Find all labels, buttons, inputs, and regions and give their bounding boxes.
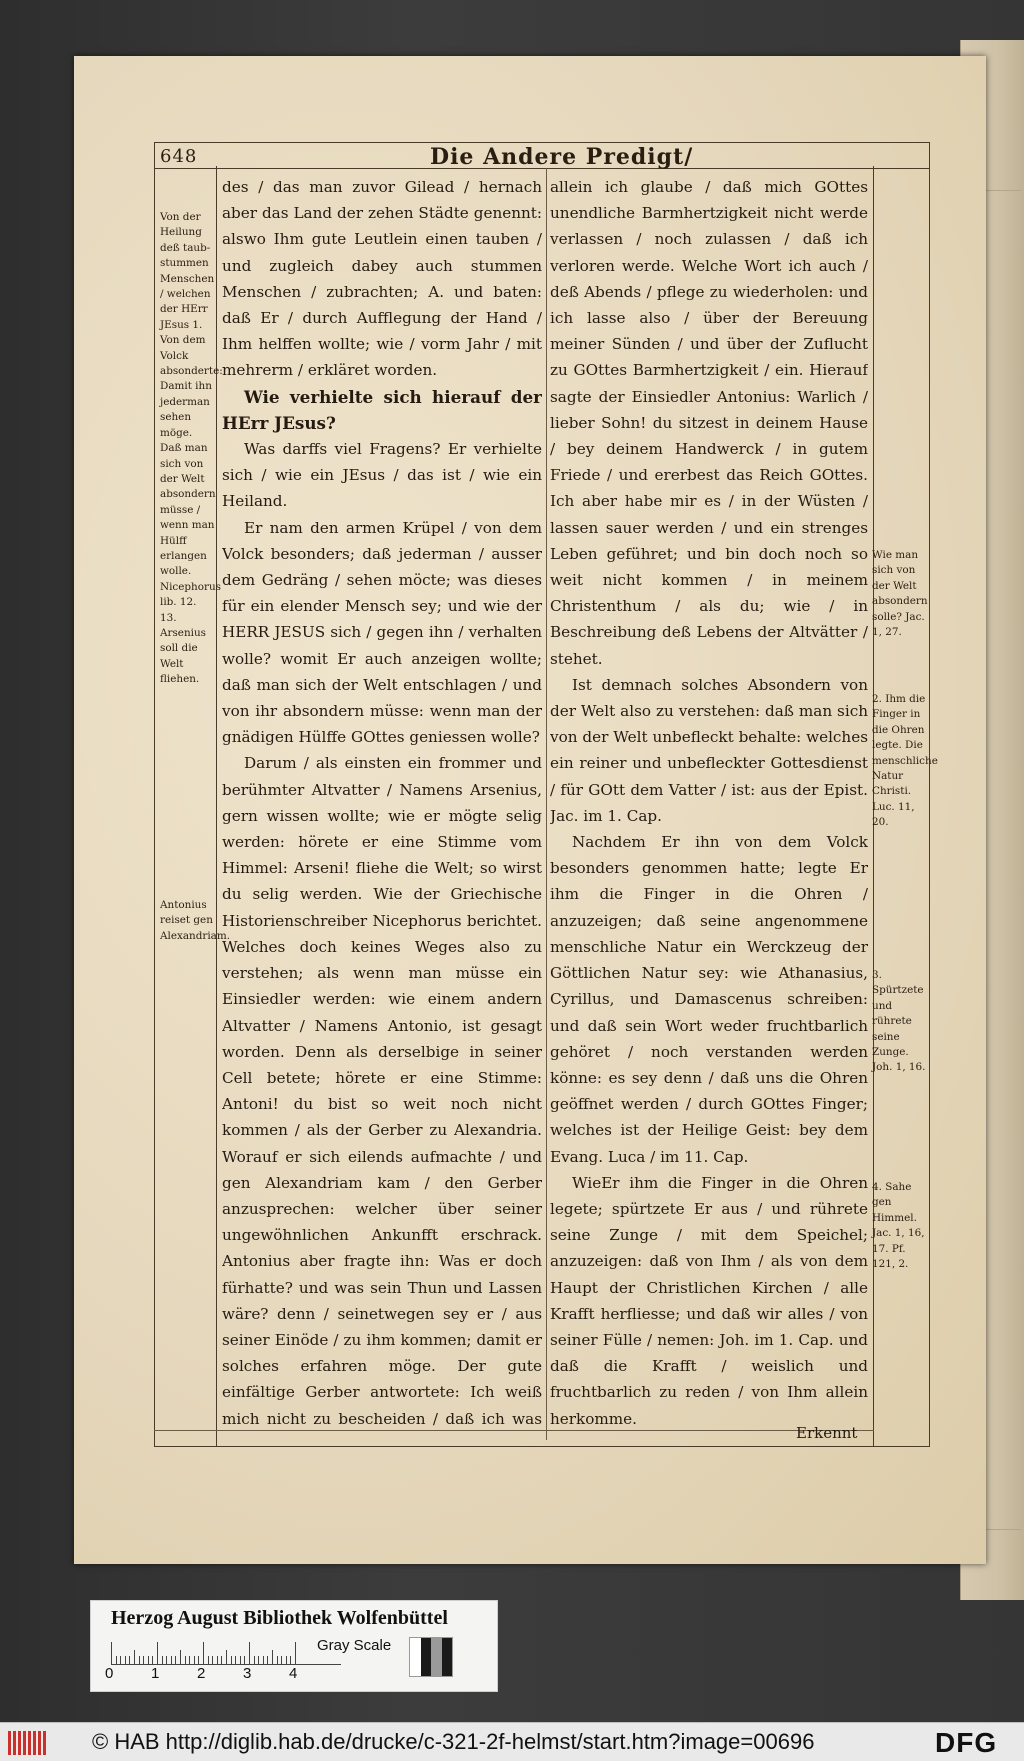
ruler-tick [290,1656,291,1664]
ruler-tick [185,1656,186,1664]
ruler-tick [111,1642,112,1664]
ruler-tick [263,1656,264,1664]
ruler-tick [166,1656,167,1664]
ruler-tick [157,1642,158,1664]
ruler-tick [226,1650,227,1664]
ruler-number: 2 [197,1665,206,1682]
source-link[interactable]: © HAB http://diglib.hab.de/drucke/c-321-2f-helmst/start.htm?image=00696 [92,1729,815,1754]
ruler-tick [281,1656,282,1664]
ruler-tick [258,1656,259,1664]
ruler-tick [148,1656,149,1664]
ruler-tick [249,1642,250,1664]
ruler-tick [120,1656,121,1664]
ruler-number: 4 [289,1665,298,1682]
paragraph: Nachdem Er ihn von dem Volck besonders genommen hatte; legte Er ihm die Finger in die Ohren / anzuzeigen; daß seine angenommene menschliche Natur ein Werckzeug der Göttlichen Natur sey: wie Athanasius, Cyrillus, und Damascenus schreiben: und daß sein Wort weder fruchtbarlich gehöret / noch verstanden werden könne: es sey denn / daß uns die Ohren geöffnet werden / durch GOttes Finger; welches ist der Heilige Geist: bey dem Evang. Luca / im 11. Cap. [550,833,868,1166]
paragraph: Was darffs viel Fragens? Er verhielte sich / wie ein JEsus / das ist / wie ein Heiland. [222,440,542,511]
library-name: Herzog August Bibliothek Wolfenbüttel [111,1607,448,1629]
ruler-tick [162,1656,163,1664]
margin-note-right: 4. Sahe gen Himmel. Jac. 1, 16, 17. Pf. 121, 2. [872,1181,925,1271]
running-title: Die Andere Predigt/ [430,144,694,170]
ruler-tick [189,1656,190,1664]
paragraph: Er nam den armen Krüpel / von dem Volck besonders; daß jederman / ausser dem Gedräng / sehen möcte; was dieses für ein elender Mensch sey; und wie der HERR JESUS sich / gegen ihn / verhalten wolle? womit Er auch anzeigen wollte; daß man sich der Welt entschlagen / und von ihr absondern müsse: wenn man der gnädigen Hülffe GOttes geniessen wolle? [222,518,542,747]
color-target-card [90,1600,498,1692]
paragraph: Wie verhielte sich hierauf der HErr JEsus? [222,386,542,433]
ruler-tick [171,1656,172,1664]
ruler-tick [203,1642,204,1664]
ruler-tick [116,1656,117,1664]
paragraph: des / das man zuvor Gilead / hernach aber das Land der zehen Städte genennt: alswo Ihm gute Leutlein einen tauben / und zugleich dabey auch stummen Menschen / zubrachten; A. und baten: daß Er / durch Aufflegung der Hand / Ihm helffen wollte; wie / vorm Jahr / mit mehrerm / erkläret worden. [222,178,542,380]
paragraph: Darum / als einsten ein frommer und berühmter Altvatter / Namens Arsenius, gern wissen wollte; wie er mögte selig werden: hörete er eine Stimme vom Himmel: Arseni! fliehe die Welt; so wirst du selig werden. Wie der Griechische Historienschreiber Nicephorus berichtet. Welches doch keines Weges also zu verstehen; als wenn man müsse ein Einsiedler werden: wie einem andern Altvatter / Namens Antonio, ist gesagt worden. Denn als derselbige in seiner Cell betete; hörete er eine Stimme: Antoni! du bist so weit noch nicht kommen / als der Gerber zu Alexandria. Worauf er sich eilends aufmachte / und gen Alexandriam kam / den Gerber anzusprechen: welcher über seiner ungewöhnlichen Ankunfft erschrack. Antonius aber fragte ihn: Was er doch fürhatte? und was sein Thun und Lassen wäre? denn / seinetwegen sey er / aus seiner Einöde / zu ihm kommen; damit er solches erfahren möge. Der gute einfältige Gerber antwortete: Ich weiß mich nicht zu bescheiden / daß ich was [222,754,542,1428]
grayscale-patch [409,1637,453,1677]
ruler-tick [208,1656,209,1664]
hab-logo-icon [8,1731,52,1755]
ruler-tick [143,1656,144,1664]
ruler-tick [217,1656,218,1664]
ruler-tick [212,1656,213,1664]
ruler-tick [175,1656,176,1664]
viewer-footer [0,1722,1024,1761]
ruler-tick [272,1650,273,1664]
ruler-tick [244,1656,245,1664]
ruler-tick [267,1656,268,1664]
ruler-tick [139,1656,140,1664]
ruler-tick [198,1656,199,1664]
paragraph: Ist demnach solches Absondern von der Welt also zu verstehen: daß man sich von der Welt unbefleckt behalte: welches ein reiner und unbefleckter Gottesdienst / für GOtt dem Vatter / ist: aus der Epist. Jac. im 1. Cap. [550,675,868,825]
ruler-tick [125,1656,126,1664]
margin-note-left: Antonius reiset gen Alexandriam. [160,899,231,942]
margin-note-right: 2. Ihm die Finger in die Ohren legte. Die menschliche Natur Christi. Luc. 11, 20. [872,693,938,829]
margin-note-left: Von der Heilung deß taub-stummen Menschen / welchen der HErr JEsus 1. Von dem Volck absonderte: Damit ihn jederman sehen möge. Daß man sich von der Welt absondern müsse / wenn man Hülff erlangen wolle. Nicephorus lib. 12. 13. Arsenius soll die Welt fliehen. [160,211,223,686]
ruler-tick [221,1656,222,1664]
ruler-tick [254,1656,255,1664]
ruler-tick [180,1650,181,1664]
ruler-tick [235,1656,236,1664]
ruler-numbers [105,1665,365,1685]
ruler-number: 3 [243,1665,252,1682]
ruler-tick [277,1656,278,1664]
catchword: Erkennt [796,1424,858,1442]
scale-ruler [111,1639,341,1665]
margin-note-right: 3. Spürtzete und rührete seine Zunge. Joh. 1, 16. [872,969,926,1074]
paragraph: allein ich glaube / daß mich GOttes unendliche Barmhertzigkeit nicht werde verlassen / noch zulassen / daß ich verloren werde. Welche Wort ich auch / deß Abends / pflege zu wiederholen: und ich lasse also / über der Bereuung meiner Sünden / und über der Zuflucht zu GOttes Barmhertzigkeit / ein. Hierauf sagte der Einsiedler Antonius: Warlich / lieber Sohn! du sitzest in deinem Hause / bey deinem Handwerck / in gutem Friede / und ererbest das Reich GOttes. Ich aber habe mir es / in der Wüsten / lassen sauer werden / und ein strenges Leben geführet; und bin doch noch so weit nicht kommen / in meinem Christenthum / als du; wie / in Beschreibung deß Lebens der Altvätter / stehet. [550,178,868,668]
ruler-tick [194,1656,195,1664]
ruler-tick [295,1642,296,1664]
right-text-column [550,174,868,1430]
dfg-logo: DFG [935,1727,998,1758]
page-number: 648 [160,146,198,167]
paragraph: WieEr ihm die Finger in die Ohren legete; spürtzete Er aus / und rührete seine Zunge / mit dem Speichel; anzuzeigen: daß von Ihm / als von dem Haupt der Christlichen Kirchen / alle Krafft herfliesse; und daß wir alles / von seiner Fülle / nemen: Joh. im 1. Cap. und daß die Krafft / weislich und fruchtbarlich zu reden / von Ihm allein herkomme. [550,1173,868,1428]
column-divider [546,168,547,1440]
ruler-tick [286,1656,287,1664]
ruler-tick [134,1650,135,1664]
footer-rule [154,1430,874,1431]
grayscale-label: Gray Scale [317,1637,392,1654]
ruler-number: 0 [105,1665,114,1682]
ruler-tick [152,1656,153,1664]
margin-note-right: Wie man sich von der Welt absondern solle? Jac. 1, 27. [872,549,928,639]
ruler-tick [240,1656,241,1664]
ruler-tick [231,1656,232,1664]
ruler-number: 1 [151,1665,160,1682]
ruler-tick [129,1656,130,1664]
left-text-column [222,174,542,1430]
